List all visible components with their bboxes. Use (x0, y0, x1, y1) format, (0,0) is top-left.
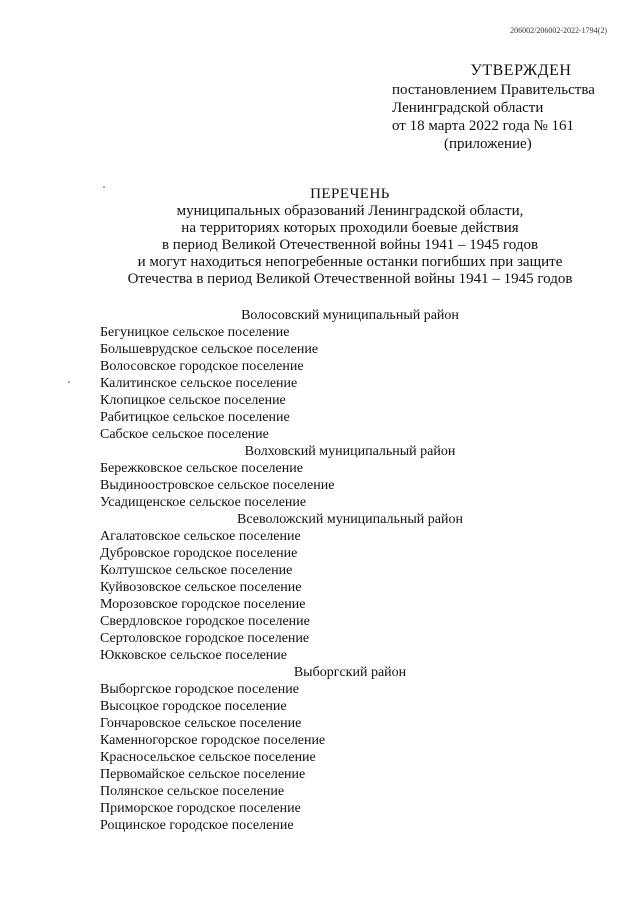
heading-line: муниципальных образований Ленинградской области, (176, 203, 524, 219)
approval-line-1: постановлением Правительства (392, 82, 595, 98)
settlement-item: Приморское городское поселение (100, 801, 301, 816)
districts-list (100, 307, 600, 834)
settlement-item: Бегуницкое сельское поселение (100, 325, 290, 340)
settlement-item: Выдиноостровское сельское поселение (100, 478, 335, 493)
heading-line: Отечества в период Великой Отечественной войны 1941 – 1945 годов (127, 271, 573, 287)
heading-line: в период Великой Отечественной войны 1941 – 1945 годов (161, 237, 539, 253)
settlement-item: Высоцкое городское поселение (100, 699, 287, 714)
settlement-item: Колтушское сельское поселение (100, 563, 293, 578)
settlement-item: Сертоловское городское поселение (100, 631, 310, 646)
approval-title: УТВЕРЖДЕН (470, 62, 572, 79)
settlement-item: Клопицкое сельское поселение (100, 393, 286, 408)
settlement-item: Свердловское городское поселение (100, 614, 310, 629)
settlement-item: Рощинское городское поселение (100, 818, 294, 833)
settlement-item: Куйвозовское сельское поселение (100, 580, 302, 595)
settlement-item: Бережковское сельское поселение (100, 461, 303, 476)
settlement-item: Калитинское сельское поселение (100, 376, 298, 391)
district-heading: Выборгский район (293, 665, 407, 680)
settlement-item: Первомайское сельское поселение (100, 767, 306, 782)
settlement-item: Полянское сельское поселение (100, 784, 285, 799)
settlement-item: Сабское сельское поселение (100, 427, 269, 442)
settlement-item: Каменногорское городское поселение (100, 733, 326, 748)
settlement-item: Большеврудское сельское поселение (100, 342, 319, 357)
district-heading: Всеволожский муниципальный район (237, 512, 463, 527)
approval-annex: (приложение) (444, 136, 532, 152)
scan-speck (68, 381, 70, 383)
district-heading: Волосовский муниципальный район (241, 308, 459, 323)
approval-stamp (392, 62, 602, 153)
heading-line: и могут находиться непогребенные останки погибших при защите (137, 254, 563, 270)
document-id: 206002/206002-2022-1794(2) (510, 26, 607, 35)
heading-title: ПЕРЕЧЕНЬ (310, 186, 390, 202)
settlement-item: Волосовское городское поселение (100, 359, 304, 374)
settlement-item: Морозовское городское поселение (100, 597, 306, 612)
settlement-item: Юкковское сельское поселение (100, 648, 287, 663)
settlement-item: Рабитицкое сельское поселение (100, 410, 290, 425)
settlement-item: Усадищенское сельское поселение (100, 495, 307, 510)
settlement-item: Гончаровское сельское поселение (100, 716, 302, 731)
settlement-item: Дубровское городское поселение (100, 546, 298, 561)
approval-line-2: Ленинградской области (392, 100, 544, 116)
settlement-item: Агалатовское сельское поселение (100, 529, 301, 544)
settlement-item: Выборгское городское поселение (100, 682, 299, 697)
district-heading: Волховский муниципальный район (244, 444, 456, 459)
heading-line: на территориях которых проходили боевые действия (181, 220, 519, 236)
scan-speck (103, 186, 105, 188)
approval-line-3: от 18 марта 2022 года № 161 (392, 118, 575, 134)
settlement-item: Красносельское сельское поселение (100, 750, 316, 765)
document-heading (0, 186, 640, 288)
